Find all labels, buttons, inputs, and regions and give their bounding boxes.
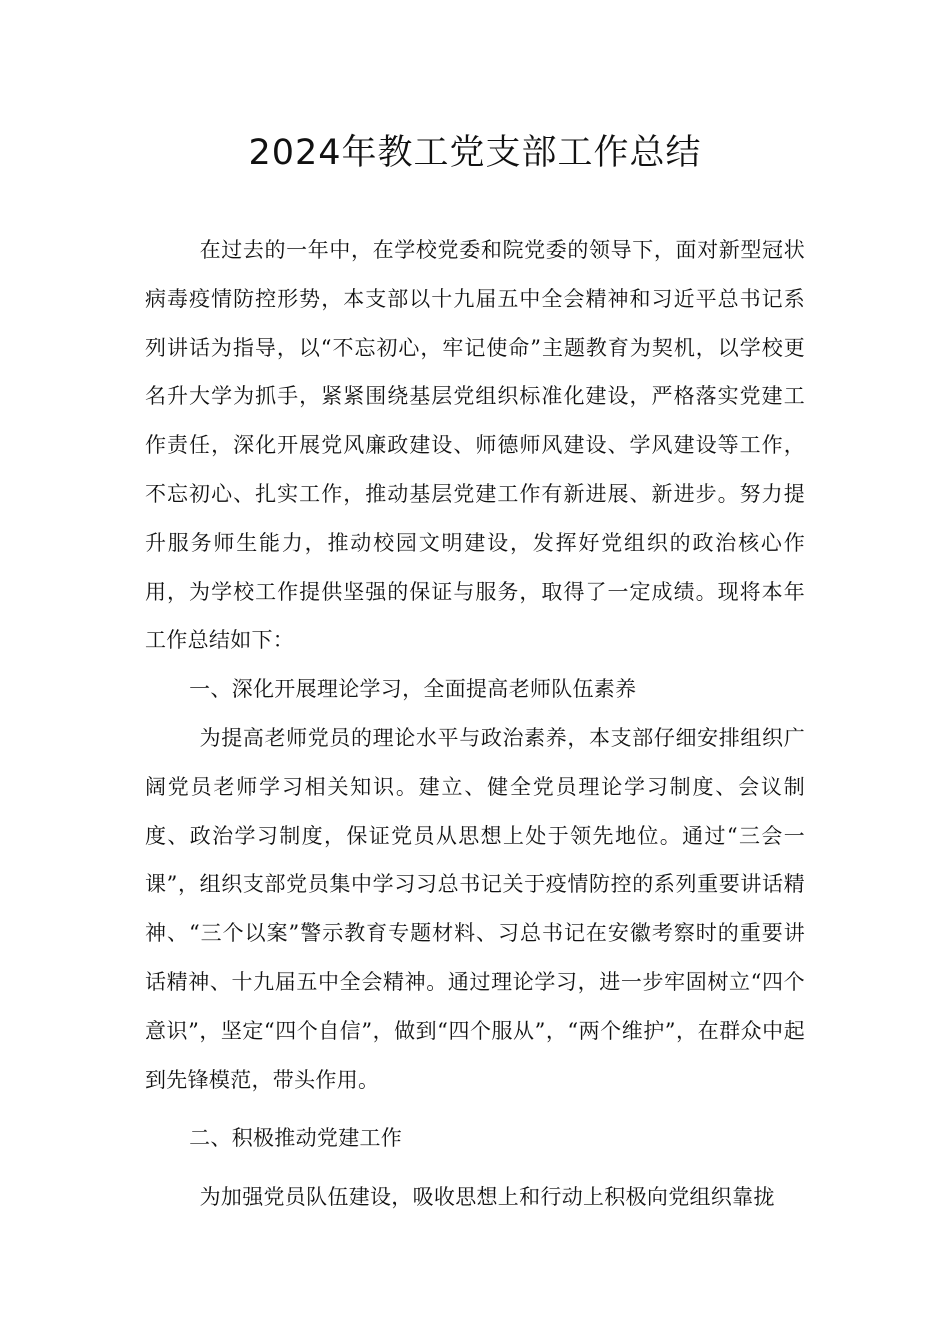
document-title: 2024年教工党支部工作总结 [248, 133, 702, 173]
section-heading-1: 一、深化开展理论学习，全面提高老师队伍素养 [189, 677, 637, 702]
section-1-paragraph: 为提高老师党员的理论水平与政治素养，本支部仔细安排组织广阔党员老师学习相关知识。建立、健全党员理论学习制度、会议制度、政治学习制度，保证党员从思想上处于领先地位。通过“三会一课”，组织支部党员集中学习习总书记关于疫情防控的系列重要讲话精神、“三个以案”警示教育专题材料、习总书记在安徽考察时的重要讲话精神、十九届五中全会精神。通过理论学习，进一步牢固树立“四个意识”，坚定“四个自信”，做到“四个服从”，“两个维护”，在群众中起到先锋模范，带头作用。 [145, 725, 805, 1092]
document-body [145, 226, 805, 1222]
section-heading-2: 二、积极推动党建工作 [189, 1126, 403, 1151]
section-2-paragraph: 为加强党员队伍建设，吸收思想上和行动上积极向党组织靠拢 [199, 1185, 775, 1210]
intro-paragraph: 在过去的一年中，在学校党委和院党委的领导下，面对新型冠状病毒疫情防控形势，本支部以十九届五中全会精神和习近平总书记系列讲话为指导，以“不忘初心，牢记使命”主题教育为契机，以学校更名升大学为抓手，紧紧围绕基层党组织标准化建设，严格落实党建工作责任，深化开展党风廉政建设、师德师风建设、学风建设等工作，不忘初心、扎实工作，推动基层党建工作有新进展、新进步。努力提升服务师生能力，推动校园文明建设，发挥好党组织的政治核心作用，为学校工作提供坚强的保证与服务，取得了一定成绩。现将本年工作总结如下： [145, 238, 805, 653]
